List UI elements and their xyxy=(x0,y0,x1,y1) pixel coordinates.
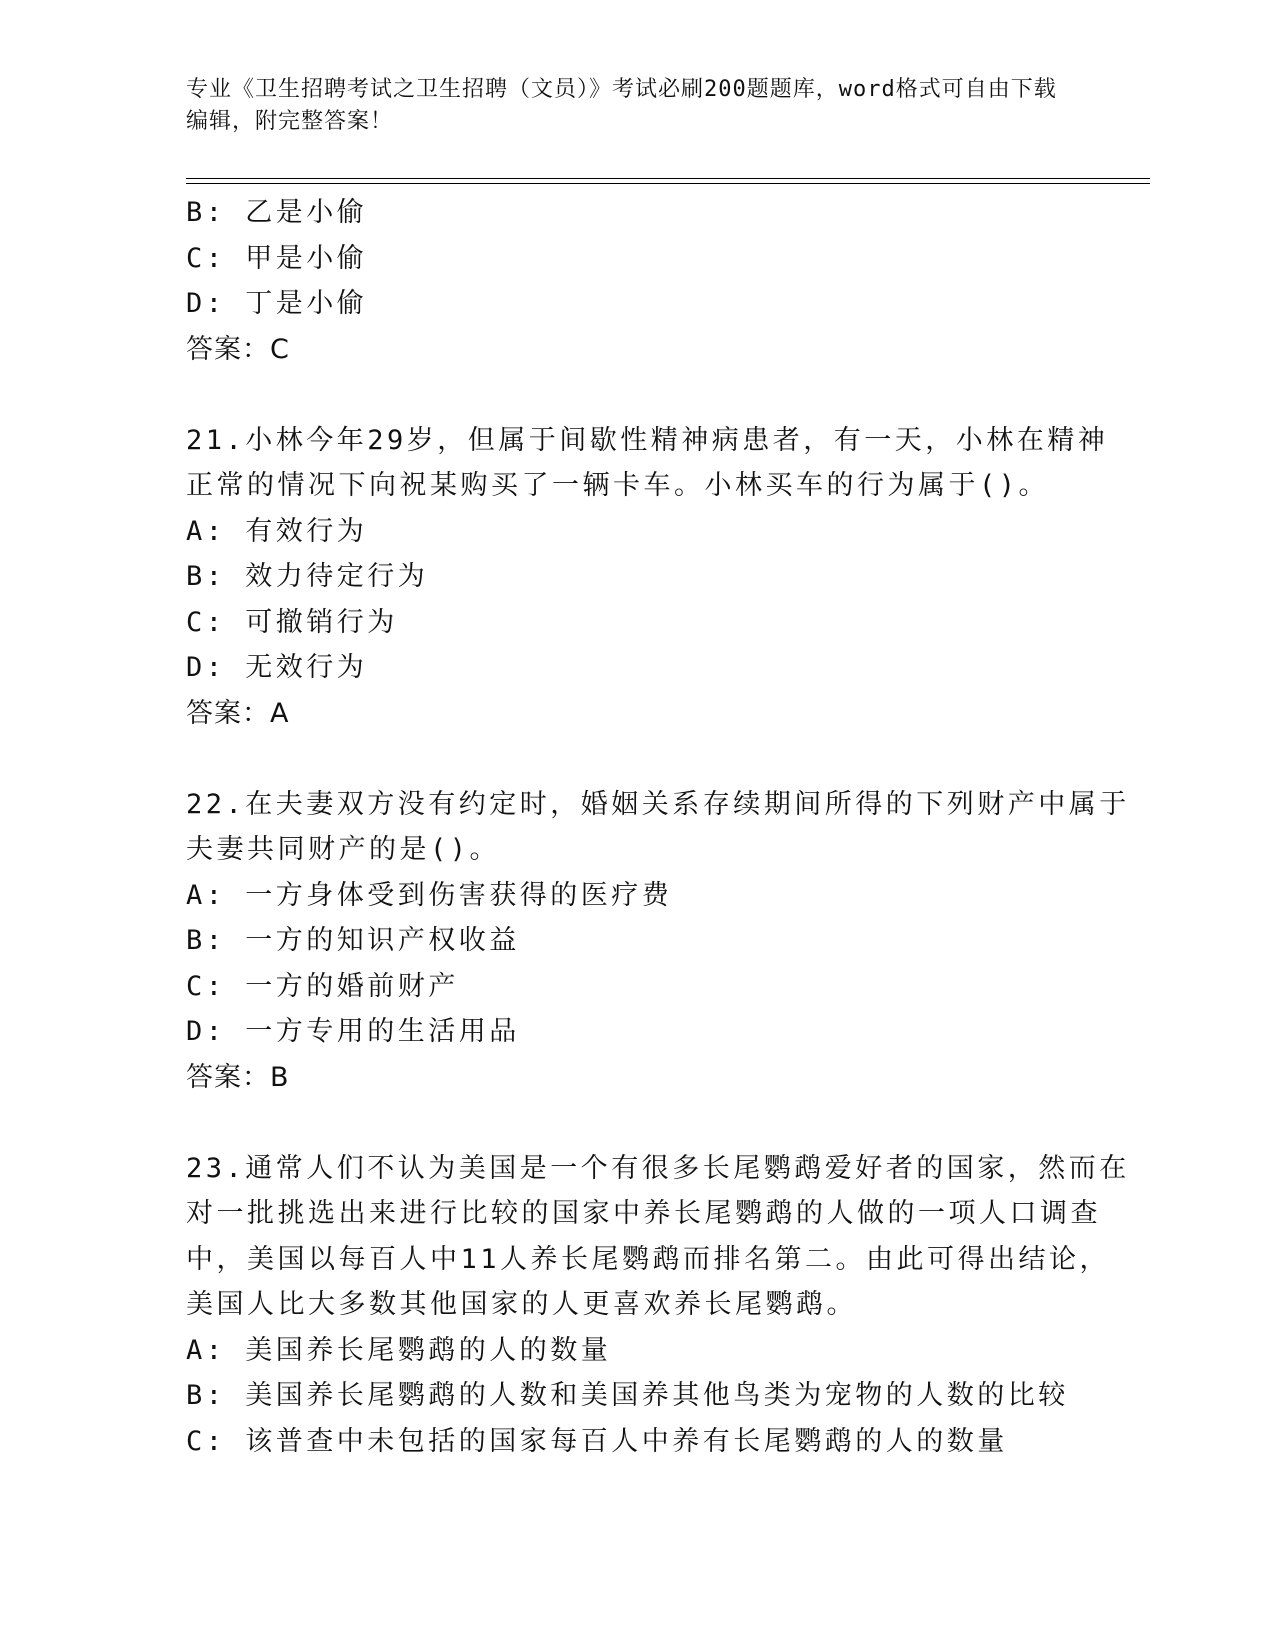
question-stem-line: 21.小林今年29岁，但属于间歇性精神病患者，有一天，小林在精神 xyxy=(186,424,1109,456)
option-c: C: 该普查中未包括的国家每百人中养有长尾鹦鹉的人的数量 xyxy=(186,1425,1008,1457)
option-a: A: 有效行为 xyxy=(186,515,368,547)
option-b: B: 效力待定行为 xyxy=(186,561,429,592)
question-stem-line: 美国人比大多数其他国家的人更喜欢养长尾鹦鹉。 xyxy=(186,1289,857,1320)
option-c: C: 一方的婚前财产 xyxy=(186,970,459,1002)
question-20-tail xyxy=(186,190,1086,372)
option-a: A: 美国养长尾鹦鹉的人的数量 xyxy=(186,1334,612,1366)
question-22 xyxy=(186,782,1130,1101)
answer-line: 答案：A xyxy=(186,697,290,729)
option-d: D: 丁是小偷 xyxy=(186,288,368,319)
question-stem-line: 正常的情况下向祝某购买了一辆卡车。小林买车的行为属于()。 xyxy=(186,470,1050,501)
header-rule-top xyxy=(186,178,1150,179)
question-23 xyxy=(186,1146,1130,1465)
question-stem-line: 夫妻共同财产的是()。 xyxy=(186,834,501,865)
question-content xyxy=(186,190,1130,1464)
answer-line: 答案：B xyxy=(186,1061,290,1093)
document-header: 专业《卫生招聘考试之卫生招聘（文员）》考试必刷200题题库，word格式可自由下载编辑，附完整答案！ xyxy=(186,77,1057,134)
spacer xyxy=(186,736,1086,782)
answer-line: 答案：C xyxy=(186,333,290,365)
option-d: D: 一方专用的生活用品 xyxy=(186,1016,520,1047)
option-b: B: 一方的知识产权收益 xyxy=(186,925,520,956)
question-stem-line: 对一批挑选出来进行比较的国家中养长尾鹦鹉的人做的一项人口调查 xyxy=(186,1198,1101,1229)
option-c: C: 可撤销行为 xyxy=(186,606,398,638)
question-stem-line: 23.通常人们不认为美国是一个有很多长尾鹦鹉爱好者的国家，然而在 xyxy=(186,1152,1130,1184)
option-a: A: 一方身体受到伤害获得的医疗费 xyxy=(186,879,673,911)
header-rule-bottom xyxy=(186,183,1150,184)
question-stem-line: 中，美国以每百人中11人养长尾鹦鹉而排名第二。由此可得出结论， xyxy=(186,1243,1111,1275)
option-b: B: 乙是小偷 xyxy=(186,197,368,228)
question-21 xyxy=(186,418,1109,737)
question-stem-line: 22.在夫妻双方没有约定时，婚姻关系存续期间所得的下列财产中属于 xyxy=(186,788,1130,820)
option-c: C: 甲是小偷 xyxy=(186,242,368,274)
option-b: B: 美国养长尾鹦鹉的人数和美国养其他鸟类为宠物的人数的比较 xyxy=(186,1380,1069,1411)
option-d: D: 无效行为 xyxy=(186,652,368,683)
spacer xyxy=(186,1100,1086,1146)
spacer xyxy=(186,372,1086,418)
